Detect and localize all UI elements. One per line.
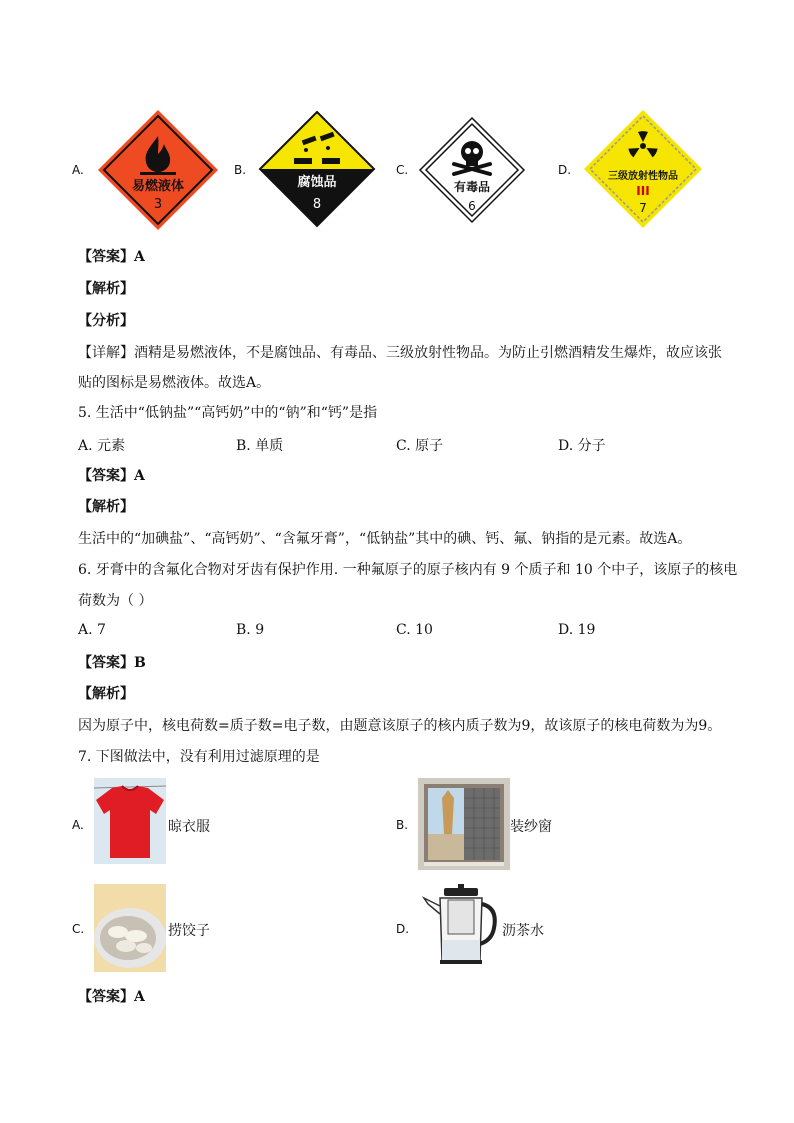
teapot-image (418, 884, 500, 968)
q5-answer: 【答案】A (78, 468, 145, 484)
q5-explain: 生活中的“加碘盐”、“高钙奶”、“含氟牙膏”，“低钠盐”其中的碘、钙、氟、钠指的是元素。故选A。 (78, 531, 692, 547)
sign-c-number: 6 (468, 199, 476, 213)
q6-option-d: D. 19 (558, 622, 596, 638)
q7-option-a-caption: 晾衣服 (168, 819, 210, 835)
q5-option-c: C. 原子 (396, 438, 444, 454)
sign-a-text: 易燃液体 (131, 179, 185, 194)
q6-explain: 因为原子中，核电荷数=质子数=电子数，由题意该原子的核内质子数为9，故该原子的核电荷数为为9。 (78, 718, 722, 734)
sign-b-number: 8 (312, 197, 322, 212)
q7-option-d-label: D. (396, 922, 410, 936)
radioactive-sign (582, 108, 704, 230)
q5-question: 5. 生活中“低钠盐”“高钙奶”中的“钠”和“钙”是指 (78, 405, 378, 421)
window-screen-image (418, 778, 510, 870)
option-b-label: B. (234, 163, 247, 177)
q4-jiexi: 【解析】 (78, 281, 134, 297)
q5-option-b: B. 单质 (236, 438, 284, 454)
dumplings-image (94, 884, 166, 972)
q7-option-b-label: B. (396, 818, 409, 832)
sign-d-number: 7 (639, 201, 647, 215)
q5-jiexi: 【解析】 (78, 499, 134, 515)
q7-option-c-caption: 捞饺子 (168, 923, 210, 939)
q4-answer: 【答案】A (78, 249, 145, 265)
sign-a-number: 3 (153, 197, 163, 212)
sign-c-text: 有毒品 (453, 180, 491, 194)
q6-option-a: A. 7 (78, 622, 106, 638)
q5-option-a: A. 元素 (78, 438, 126, 454)
q7-option-c-label: C. (72, 922, 85, 936)
corrosive-sign (258, 110, 376, 228)
sign-d-sub: III (636, 184, 650, 198)
q5-option-d: D. 分子 (558, 438, 606, 454)
sign-d-text: 三级放射性物品 (608, 171, 678, 182)
q6-question-line2: 荷数为（ ） (78, 593, 153, 609)
q7-question: 7. 下图做法中，没有利用过滤原理的是 (78, 749, 320, 765)
q4-fenxi: 【分析】 (78, 313, 134, 329)
flammable-liquid-sign (96, 108, 220, 232)
toxic-sign (418, 116, 526, 224)
q7-option-b-caption: 装纱窗 (510, 819, 552, 835)
sign-b-text: 腐蚀品 (297, 175, 337, 190)
q6-option-c: C. 10 (396, 622, 433, 638)
q7-option-d-caption: 沥茶水 (502, 923, 544, 939)
q4-detail-line1: 【详解】酒精是易燃液体，不是腐蚀品、有毒品、三级放射性物品。为防止引燃酒精发生爆炸，故应该张 (78, 345, 722, 361)
q7-answer: 【答案】A (78, 989, 145, 1005)
q7-option-a-label: A. (72, 818, 84, 832)
tshirt-image (94, 778, 166, 864)
q4-detail-line2: 贴的图标是易燃液体。故选A。 (78, 375, 271, 391)
q6-answer: 【答案】B (78, 655, 146, 671)
q6-option-b: B. 9 (236, 622, 265, 638)
option-a-label: A. (72, 163, 84, 177)
q6-question-line1: 6. 牙膏中的含氟化合物对牙齿有保护作用. 一种氟原子的原子核内有 9 个质子和 10 个中子，该原子的核电 (78, 562, 738, 578)
option-d-label: D. (558, 163, 572, 177)
option-c-label: C. (396, 163, 409, 177)
q6-jiexi: 【解析】 (78, 686, 134, 702)
